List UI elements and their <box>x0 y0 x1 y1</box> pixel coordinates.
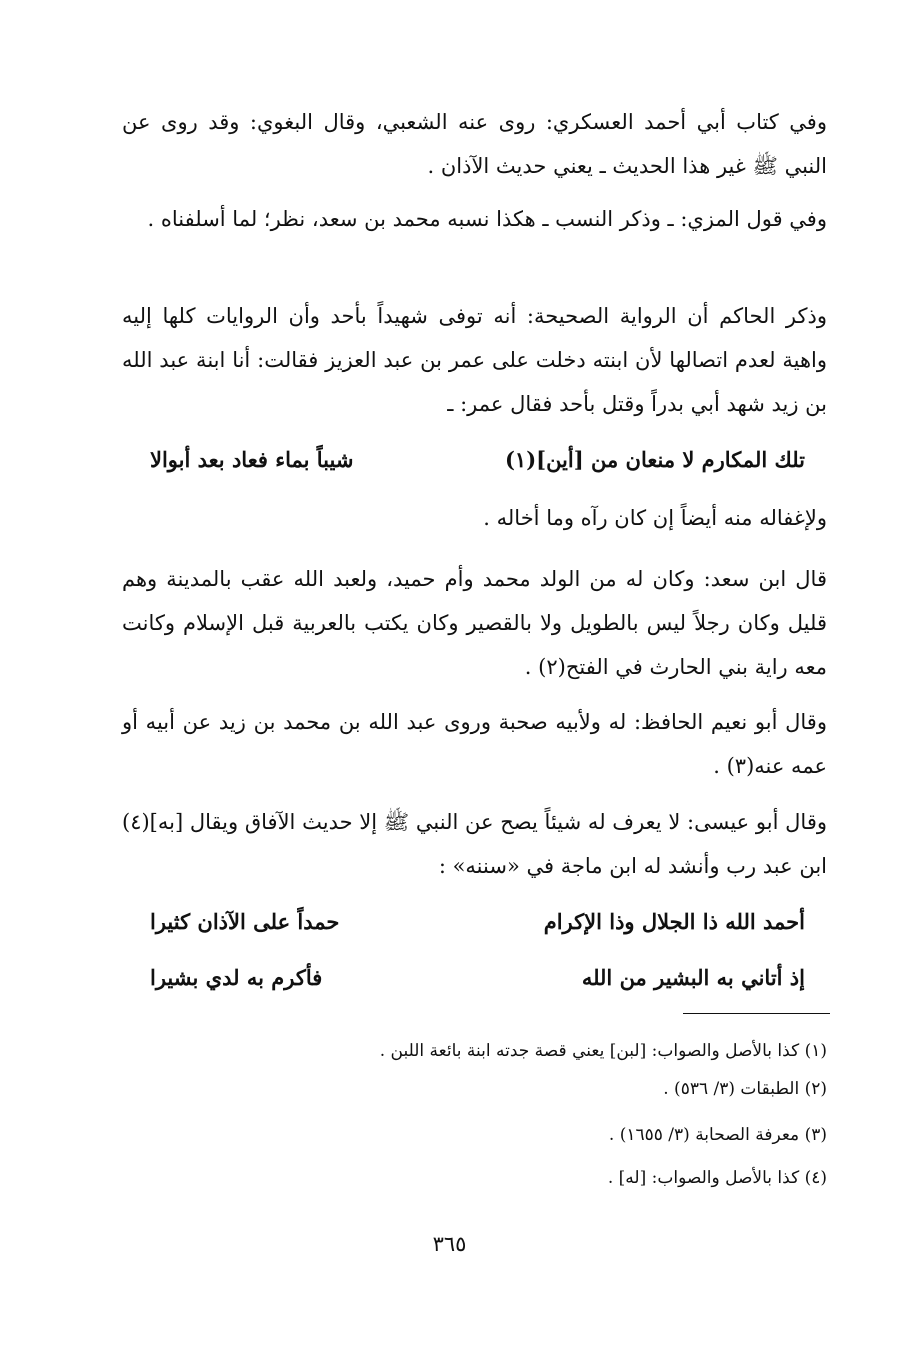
verse-first-hemistich: أحمد الله ذا الجلال وذا الإكرام <box>543 909 805 934</box>
verse-line-1 <box>150 440 805 480</box>
footnote-1: (١) كذا بالأصل والصواب: [لبن] يعني قصة جدته ابنة بائعة اللبن . <box>379 1041 827 1061</box>
paragraph-askari: وفي كتاب أبي أحمد العسكري: روى عنه الشعبي، وقال البغوي: وقد روى عن النبي ﷺ غير هذا الحديث ـ يعني حديث الآذان . <box>122 110 827 178</box>
page-number: ٣٦٥ <box>432 1232 467 1256</box>
paragraph-mizzi: وفي قول المزي: ـ وذكر النسب ـ هكذا نسبه محمد بن سعد، نظر؛ لما أسلفناه . <box>147 207 827 231</box>
verse-second-hemistich: شيباً بماء فعاد بعد أبوالا <box>150 447 354 472</box>
verse-first-hemistich: إذ أتاني به البشير من الله <box>581 965 805 990</box>
footnote-2: (٢) الطبقات (٣/ ٥٣٦) . <box>663 1079 827 1099</box>
footnote-3: (٣) معرفة الصحابة (٣/ ١٦٥٥) . <box>608 1125 827 1145</box>
paragraph-ighfal: ولإغفاله منه أيضاً إن كان رآه وما أخاله . <box>483 506 827 530</box>
paragraph-ibn-saad: قال ابن سعد: وكان له من الولد محمد وأم حميد، ولعبد الله عقب بالمدينة وهم قليل وكان رجلاً ليس بالطويل ولا بالقصير وكان يكتب بالعربية قبل الإسلام وكانت معه راية بني الحارث في الفتح(٢) . <box>122 567 827 679</box>
verse-line-2 <box>150 902 805 942</box>
paragraph-hakim: وذكر الحاكم أن الرواية الصحيحة: أنه توفى شهيداً بأحد وأن الروايات كلها إليه واهية لعدم اتصالها لأن ابنته دخلت على عمر بن عبد العزيز فقالت: أنا ابنة عبد الله بن زيد شهد أبي بدراً وقتل بأحد فقال عمر: ـ <box>122 304 827 416</box>
verse-line-3 <box>150 958 805 998</box>
verse-first-hemistich: تلك المكارم لا منعان من [أين](١) <box>504 447 805 472</box>
paragraph-abu-nuaym: وقال أبو نعيم الحافظ: له ولأبيه صحبة وروى عبد الله بن محمد بن زيد عن أبيه أو عمه عنه(٣) . <box>122 710 827 778</box>
footnote-separator <box>683 1013 830 1014</box>
paragraph-abu-isa: وقال أبو عيسى: لا يعرف له شيئاً يصح عن النبي ﷺ إلا حديث الآفاق ويقال [به](٤) ابن عبد رب وأنشد له ابن ماجة في «سننه» : <box>122 810 827 878</box>
footnote-4: (٤) كذا بالأصل والصواب: [له] . <box>607 1168 827 1188</box>
verse-second-hemistich: حمداً على الآذان كثيرا <box>150 909 340 934</box>
verse-second-hemistich: فأكرم به لدي بشيرا <box>150 965 323 990</box>
